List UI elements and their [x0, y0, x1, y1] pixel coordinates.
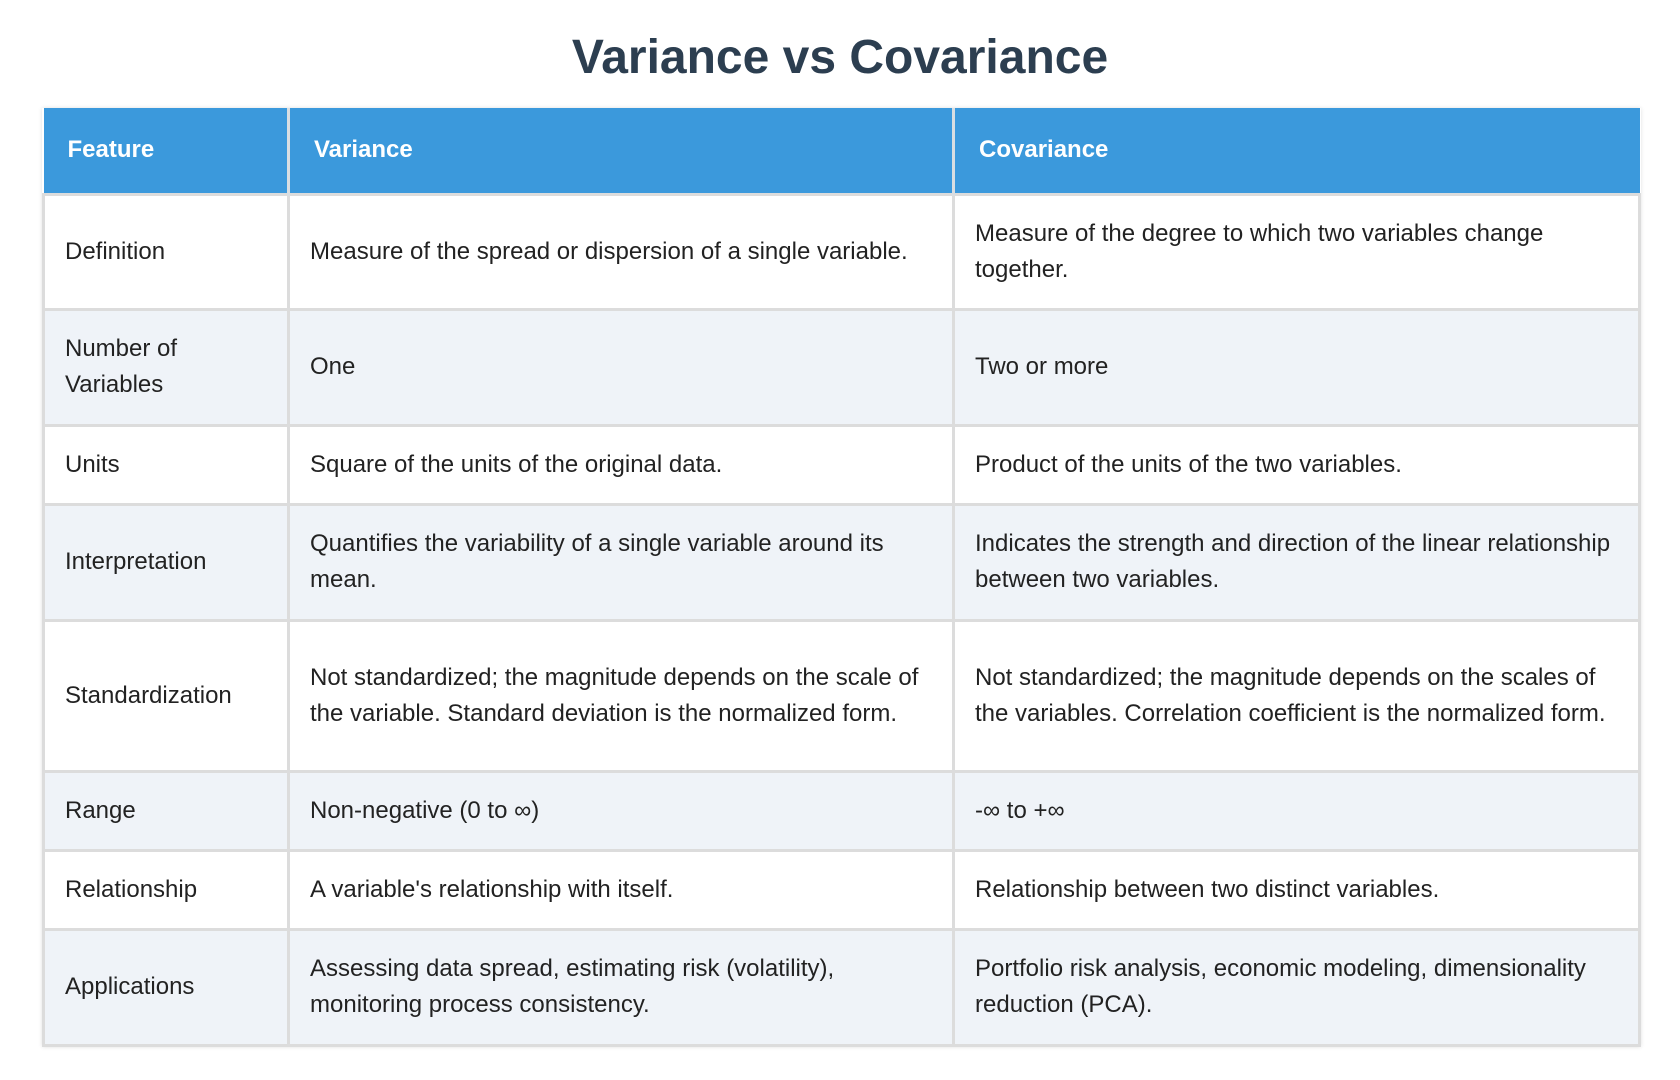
feature-cell: Interpretation: [44, 504, 289, 620]
variance-cell: Quantifies the variability of a single variable around its mean.: [289, 504, 954, 620]
table-row: [44, 771, 1640, 850]
feature-cell: Standardization: [44, 620, 289, 771]
covariance-cell: Two or more: [954, 309, 1640, 425]
variance-cell: A variable's relationship with itself.: [289, 850, 954, 929]
table-row: [44, 850, 1640, 929]
comparison-table: [42, 108, 1641, 1047]
table-row: [44, 504, 1640, 620]
covariance-cell: -∞ to +∞: [954, 771, 1640, 850]
covariance-cell: Indicates the strength and direction of the linear relationship between two variables.: [954, 504, 1640, 620]
variance-cell: Not standardized; the magnitude depends on the scale of the variable. Standard deviation is the normalized form.: [289, 620, 954, 771]
table-row: [44, 309, 1640, 425]
feature-cell: Range: [44, 771, 289, 850]
covariance-cell: Portfolio risk analysis, economic modeling, dimensionality reduction (PCA).: [954, 929, 1640, 1045]
header-row: [44, 108, 1640, 194]
variance-cell: Square of the units of the original data.: [289, 425, 954, 504]
feature-cell: Relationship: [44, 850, 289, 929]
feature-cell: Definition: [44, 194, 289, 309]
variance-cell: Assessing data spread, estimating risk (volatility), monitoring process consistency.: [289, 929, 954, 1045]
table-row: [44, 194, 1640, 309]
table-row: [44, 425, 1640, 504]
feature-cell: Number of Variables: [44, 309, 289, 425]
header-feature: Feature: [44, 108, 289, 194]
header-covariance: Covariance: [954, 108, 1640, 194]
covariance-cell: Relationship between two distinct variables.: [954, 850, 1640, 929]
table-row: [44, 620, 1640, 771]
page-title: Variance vs Covariance: [571, 31, 1109, 84]
table-row: [44, 929, 1640, 1045]
variance-cell: Non-negative (0 to ∞): [289, 771, 954, 850]
table-body: [44, 194, 1640, 1045]
variance-cell: One: [289, 309, 954, 425]
table-header: [44, 108, 1640, 194]
feature-cell: Units: [44, 425, 289, 504]
covariance-cell: Product of the units of the two variables.: [954, 425, 1640, 504]
header-variance: Variance: [289, 108, 954, 194]
covariance-cell: Measure of the degree to which two variables change together.: [954, 194, 1640, 309]
feature-cell: Applications: [44, 929, 289, 1045]
covariance-cell: Not standardized; the magnitude depends on the scales of the variables. Correlation coefficient is the normalized form.: [954, 620, 1640, 771]
variance-cell: Measure of the spread or dispersion of a single variable.: [289, 194, 954, 309]
